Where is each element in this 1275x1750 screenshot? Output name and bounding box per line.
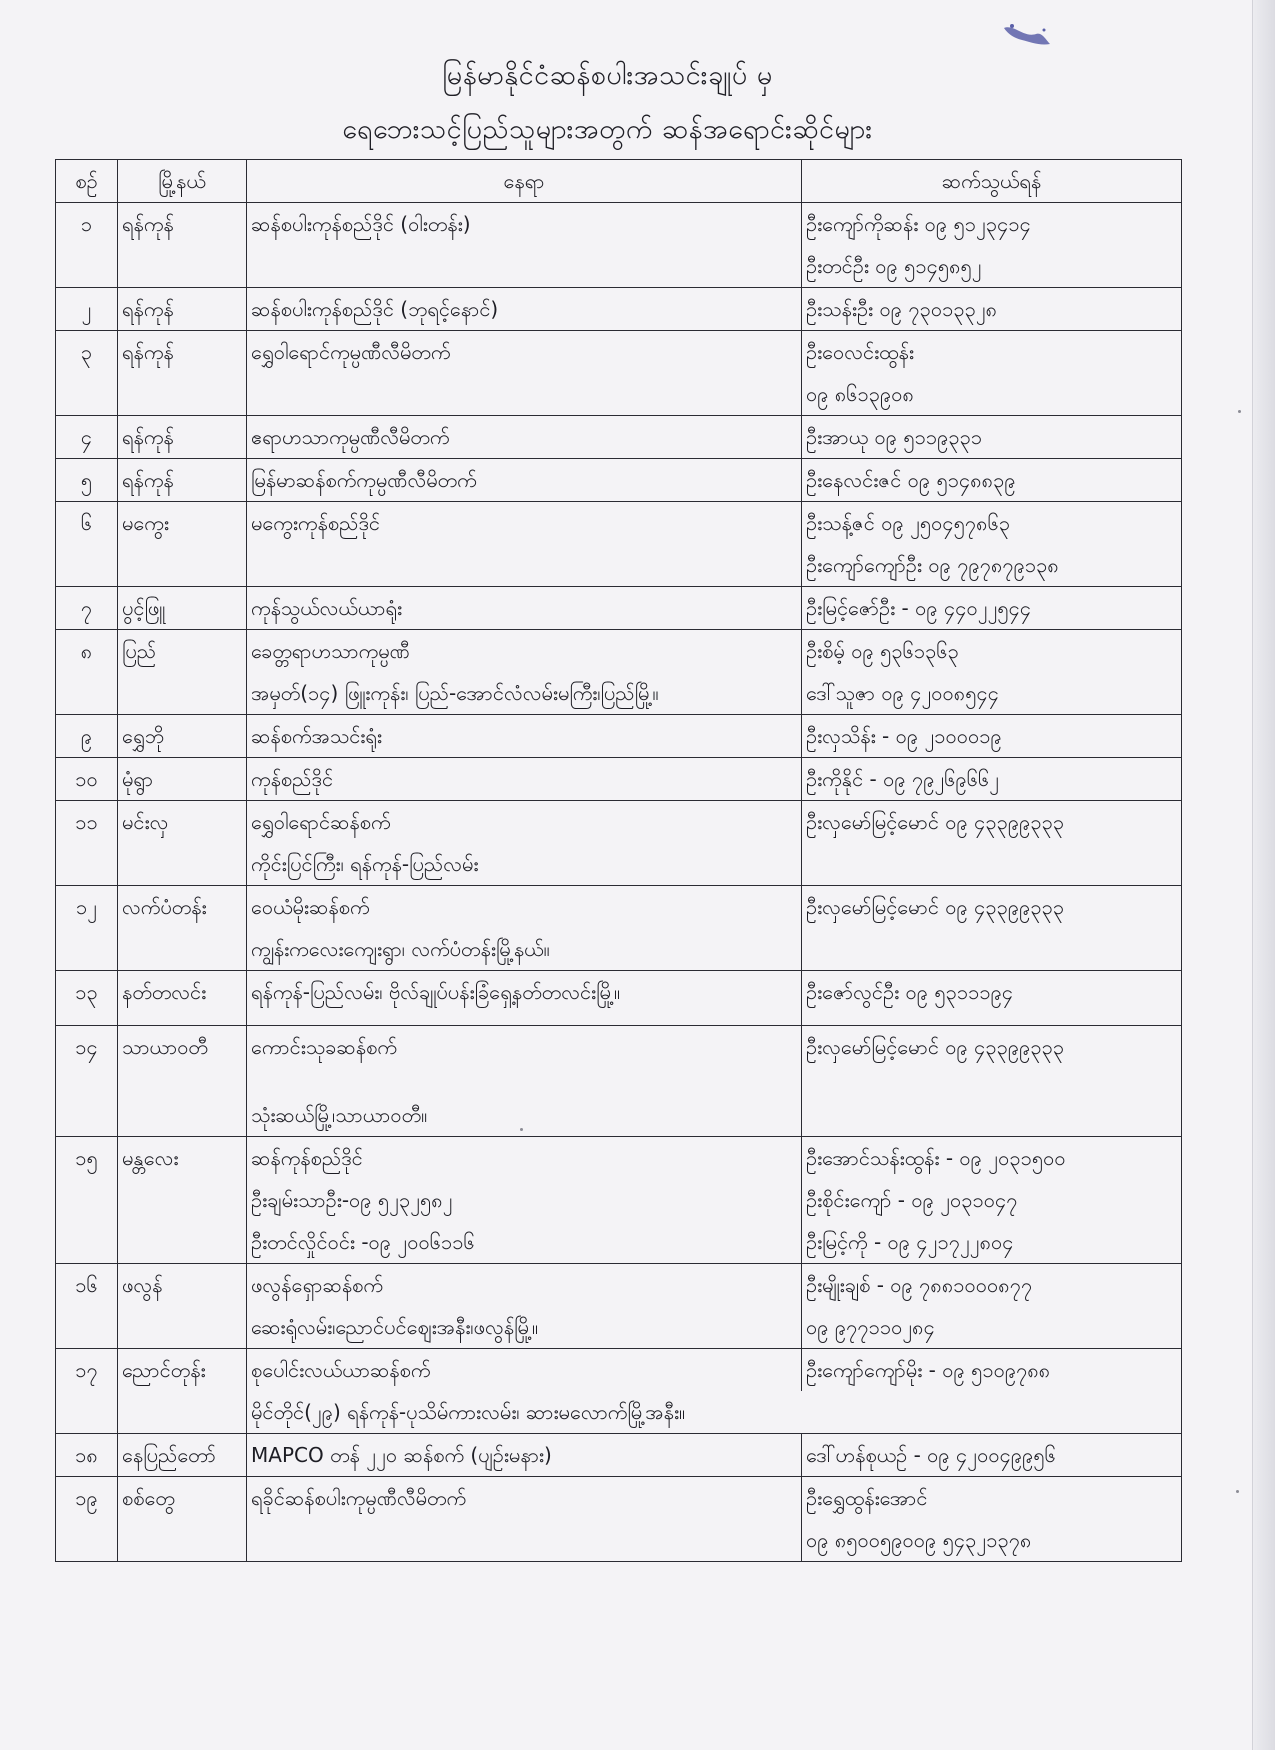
row-town: ပြည်	[118, 630, 247, 715]
row-place	[247, 630, 802, 715]
col-header-no: စဉ်	[56, 160, 118, 203]
row-place	[247, 1026, 802, 1137]
contact-line: ဦးစိုင်းကျော် - ၀၉ ၂၀၃၁၀၄၇	[806, 1188, 1018, 1212]
place-line: ရွှေဝါရောင်ကုမ္ပဏီလီမိတက်	[251, 340, 451, 364]
place-line: ကုန်သွယ်လယ်ယာရုံး	[251, 596, 403, 620]
place-line: MAPCO တန် ၂၂၀ ဆန်စက် (ပျဉ်းမနား)	[251, 1443, 552, 1467]
contact-line: ဒေါ်ဟန်စုယဉ် - ၀၉ ၄၂၀၀၄၉၉၅၆	[806, 1443, 1056, 1467]
row-number: ၅	[56, 459, 118, 502]
place-line: ကောင်းသုခဆန်စက်	[251, 1035, 397, 1059]
table-row	[56, 1434, 1182, 1477]
row-place	[247, 502, 802, 587]
contact-line: ဦးအာယု ၀၉ ၅၁၁၉၃၃၁	[806, 425, 983, 449]
row-town: ရန်ကုန်	[118, 416, 247, 459]
place-line: မြန်မာဆန်စက်ကုမ္ပဏီလီမိတက်	[251, 468, 477, 492]
table-row	[56, 630, 1182, 715]
row-contact	[802, 1477, 1182, 1562]
row-number: ၇	[56, 587, 118, 630]
contact-line: ဦးလှမော်မြင့်မောင် ၀၉ ၄၃၃၉၉၃၃၃	[806, 810, 1065, 834]
row-number: ၈	[56, 630, 118, 715]
document-title: မြန်မာနိုင်ငံဆန်စပါးအသင်းချုပ် မှ	[442, 60, 773, 91]
row-town: မင်းလှ	[118, 801, 247, 886]
contact-line: ဦးသန့်ဇင် ၀၉ ၂၅၀၄၅၇၈၆၃	[806, 511, 1011, 535]
row-town: စစ်တွေ	[118, 1477, 247, 1562]
contact-line: ဦးအောင်သန်းထွန်း - ၀၉ ၂၀၃၁၅၀၀	[806, 1146, 1066, 1170]
row-contact	[802, 1349, 1182, 1392]
table-header-row	[56, 160, 1182, 203]
row-place	[247, 801, 802, 886]
table-row	[56, 1026, 1182, 1137]
contact-line: ဦးကိုနိုင် - ၀၉ ၇၉၂၆၉၆၆၂	[806, 767, 1000, 791]
table-row	[56, 715, 1182, 758]
row-town: ဖလွန်	[118, 1264, 247, 1349]
contact-line: ဦးမျိုးချစ် - ၀၉ ၇၈၈၁၀၀၀၈၇၇	[806, 1273, 1033, 1297]
row-number: ၄	[56, 416, 118, 459]
contact-line: ဦးလှမော်မြင့်မောင် ၀၉ ၄၃၃၉၉၃၃၃	[806, 1035, 1065, 1059]
row-number: ၁၃	[56, 971, 118, 1026]
row-number: ၁၂	[56, 886, 118, 971]
contact-line: ဦးစိမ့် ၀၉ ၅၃၆၁၃၆၃	[806, 639, 959, 663]
table-row	[56, 1477, 1182, 1562]
row-number: ၁၀	[56, 758, 118, 801]
table-row	[56, 1264, 1182, 1349]
row-contact	[802, 587, 1182, 630]
row-place	[247, 1477, 802, 1562]
place-line: ရခိုင်ဆန်စပါးကုမ္ပဏီလီမိတက်	[251, 1486, 467, 1510]
row-number: ၁၁	[56, 801, 118, 886]
row-contact	[802, 1137, 1182, 1264]
place-line: ဆန်စက်အသင်းရုံး	[251, 724, 382, 748]
contact-line: ဦးလှမော်မြင့်မောင် ၀၉ ၄၃၃၉၉၃၃၃	[806, 895, 1065, 919]
row-contact	[802, 886, 1182, 971]
row-place	[247, 886, 802, 971]
contact-line: ဦးကျော်ကျော်ဦး ၀၉ ၇၉၇၈၇၉၁၃၈	[806, 553, 1059, 577]
table-row	[56, 1137, 1182, 1264]
row-town: နတ်တလင်း	[118, 971, 247, 1026]
col-header-town: မြို့နယ်	[118, 160, 247, 203]
contact-line: ဒေါ်သူဇာ ၀၉ ၄၂၀၀၈၅၄၄	[806, 681, 999, 705]
contact-line: ဦးလှသိန်း - ၀၉ ၂၁၀၀၀၁၉	[806, 724, 1002, 748]
place-line: မိုင်တိုင်(၂၉) ရန်ကုန်-ပုသိမ်ကားလမ်း၊ ဆားမလောက်မြို့အနီး။	[251, 1400, 686, 1424]
place-line: ရွှေဝါရောင်ဆန်စက်	[251, 810, 391, 834]
row-place	[247, 1137, 802, 1264]
row-town: သာယာဝတီ	[118, 1026, 247, 1137]
table-row	[56, 331, 1182, 416]
place-line: ရန်ကုန်-ပြည်လမ်း၊ ဗိုလ်ချုပ်ပန်းခြံရှေ့နတ်တလင်းမြို့။	[251, 980, 621, 1004]
row-town: ရန်ကုန်	[118, 459, 247, 502]
row-number: ၁၉	[56, 1477, 118, 1562]
place-line: ဝေယံမိုးဆန်စက်	[251, 895, 370, 919]
place-line: ခေတ္တရာဟသာကုမ္ပဏီ	[251, 639, 410, 663]
row-number: ၁	[56, 203, 118, 288]
row-town: ညောင်တုန်း	[118, 1349, 247, 1434]
row-place	[247, 1434, 802, 1477]
row-number: ၉	[56, 715, 118, 758]
row-number: ၂	[56, 288, 118, 331]
row-place	[247, 587, 802, 630]
row-place-spanning	[247, 1391, 1182, 1434]
place-line: ဆေးရုံလမ်း၊ညောင်ပင်ဈေးအနီး၊ဖလွန်မြို့။	[251, 1315, 539, 1339]
row-number: ၆	[56, 502, 118, 587]
document-subtitle: ရေဘေးသင့်ပြည်သူများအတွက် ဆန်အရောင်းဆိုင်များ	[342, 114, 873, 145]
row-place	[247, 1349, 802, 1392]
row-town: မုံရွာ	[118, 758, 247, 801]
table-row	[56, 502, 1182, 587]
place-line: ဆန်ကုန်စည်ဒိုင်	[251, 1146, 363, 1170]
contact-line: ၀၉ ၈၅၀၀၅၉၀၀၉ ၅၄၃၂၁၃၇၈	[806, 1528, 1032, 1552]
shop-list-table	[55, 159, 1182, 1562]
row-town: နေပြည်တော်	[118, 1434, 247, 1477]
table-row	[56, 459, 1182, 502]
row-town: မန္တလေး	[118, 1137, 247, 1264]
place-line: ဧရာဟသာကုမ္ပဏီလီမိတက်	[251, 425, 450, 449]
contact-line: ဦးမြင့်ကို - ၀၉ ၄၂၁၇၂၂၈၀၄	[806, 1230, 1014, 1254]
table-row	[56, 801, 1182, 886]
row-contact	[802, 1434, 1182, 1477]
place-line: ဦးချမ်းသာဦး-၀၉ ၅၂၃၂၅၈၂	[251, 1188, 453, 1212]
contact-line: ဦးသန်းဦး ၀၉ ၇၃၀၁၃၃၂၈	[806, 297, 998, 321]
contact-line: ဦးနေလင်းဇင် ၀၉ ၅၁၄၈၈၃၉	[806, 468, 1016, 492]
contact-line: ဦးကျော်ကျော်မိုး - ၀၉ ၅၁၀၉၇၈၈	[806, 1358, 1051, 1382]
row-contact	[802, 715, 1182, 758]
row-place	[247, 288, 802, 331]
row-contact	[802, 203, 1182, 288]
place-line: ကုန်စည်ဒိုင်	[251, 767, 334, 791]
contact-line: ဦးရွှေထွန်းအောင်	[806, 1486, 928, 1510]
ink-stain-mark	[1000, 20, 1052, 50]
row-contact	[802, 971, 1182, 1026]
row-contact	[802, 502, 1182, 587]
row-number: ၁၇	[56, 1349, 118, 1434]
contact-line: ဦးတင်ဦး ၀၉ ၅၁၄၅၈၅၂	[806, 254, 982, 278]
place-line: မကွေးကုန်စည်ဒိုင်	[251, 511, 380, 535]
row-town: လက်ပံတန်း	[118, 886, 247, 971]
col-header-place: နေရာ	[247, 160, 802, 203]
contact-line: ဦးမြင့်ဇော်ဦး - ၀၉ ၄၄၀၂၂၅၄၄	[806, 596, 1032, 620]
row-town: ရန်ကုန်	[118, 331, 247, 416]
table-row	[56, 886, 1182, 971]
table-row	[56, 288, 1182, 331]
row-contact	[802, 801, 1182, 886]
row-number: ၁၈	[56, 1434, 118, 1477]
contact-line: ဦးဝေလင်းထွန်း	[806, 340, 914, 364]
place-line: ဆန်စပါးကုန်စည်ဒိုင် (ဘုရင့်နောင်)	[251, 297, 499, 321]
row-number: ၁၆	[56, 1264, 118, 1349]
row-town: ရွှေဘို	[118, 715, 247, 758]
table-row	[56, 416, 1182, 459]
row-place	[247, 331, 802, 416]
place-line: ဖလွန်ရှောဆန်စက်	[251, 1273, 383, 1297]
place-line: ကိုင်းပြင်ကြီး၊ ရန်ကုန်-ပြည်လမ်း	[251, 852, 479, 876]
row-contact	[802, 288, 1182, 331]
contact-line: ၀၉ ၈၆၁၃၉၀၈	[806, 382, 914, 406]
row-contact	[802, 630, 1182, 715]
table-row	[56, 971, 1182, 1026]
scan-page-edge	[1252, 0, 1275, 1750]
row-town: ပွင့်ဖြူ	[118, 587, 247, 630]
row-place	[247, 971, 802, 1026]
row-place	[247, 1264, 802, 1349]
scan-speck	[1236, 1490, 1239, 1493]
row-place	[247, 203, 802, 288]
row-contact	[802, 459, 1182, 502]
row-number: ၁၅	[56, 1137, 118, 1264]
contact-line: ဦးဇော်လွင်ဦး ၀၉ ၅၃၁၁၁၉၄	[806, 980, 1014, 1004]
row-number: ၁၄	[56, 1026, 118, 1137]
col-header-contact: ဆက်သွယ်ရန်	[802, 160, 1182, 203]
place-line: ကျွန်းကလေးကျေးရွာ၊ လက်ပံတန်းမြို့နယ်။	[251, 937, 550, 961]
contact-line: ၀၉ ၉၇၇၁၁၀၂၈၄	[806, 1315, 935, 1339]
row-contact	[802, 331, 1182, 416]
row-place	[247, 758, 802, 801]
place-line: သုံးဆယ်မြို့၊သာယာဝတီ။	[251, 1103, 428, 1127]
row-contact	[802, 416, 1182, 459]
row-contact	[802, 1026, 1182, 1137]
row-contact	[802, 1264, 1182, 1349]
place-line: ဦးတင်လှိုင်ဝင်း -၀၉ ၂၀၀၆၁၁၆	[251, 1230, 475, 1254]
row-contact	[802, 758, 1182, 801]
row-town: ရန်ကုန်	[118, 288, 247, 331]
table-row	[56, 758, 1182, 801]
row-town: မကွေး	[118, 502, 247, 587]
place-line: စုပေါင်းလယ်ယာဆန်စက်	[251, 1358, 431, 1382]
table-row	[56, 203, 1182, 288]
row-place	[247, 416, 802, 459]
place-line: ဆန်စပါးကုန်စည်ဒိုင် (ဝါးတန်း)	[251, 212, 471, 236]
row-number: ၃	[56, 331, 118, 416]
row-town: ရန်ကုန်	[118, 203, 247, 288]
contact-line: ဦးကျော်ကိုဆန်း ၀၉ ၅၁၂၃၄၁၄	[806, 212, 1031, 236]
table-row	[56, 587, 1182, 630]
table-row	[56, 1349, 1182, 1392]
row-place	[247, 459, 802, 502]
place-line: အမှတ်(၁၄) ဖြူးကုန်း၊ ပြည်-အောင်လံလမ်းမကြီး၊ပြည်မြို့။	[251, 681, 659, 705]
scan-speck	[1238, 410, 1241, 413]
row-place	[247, 715, 802, 758]
